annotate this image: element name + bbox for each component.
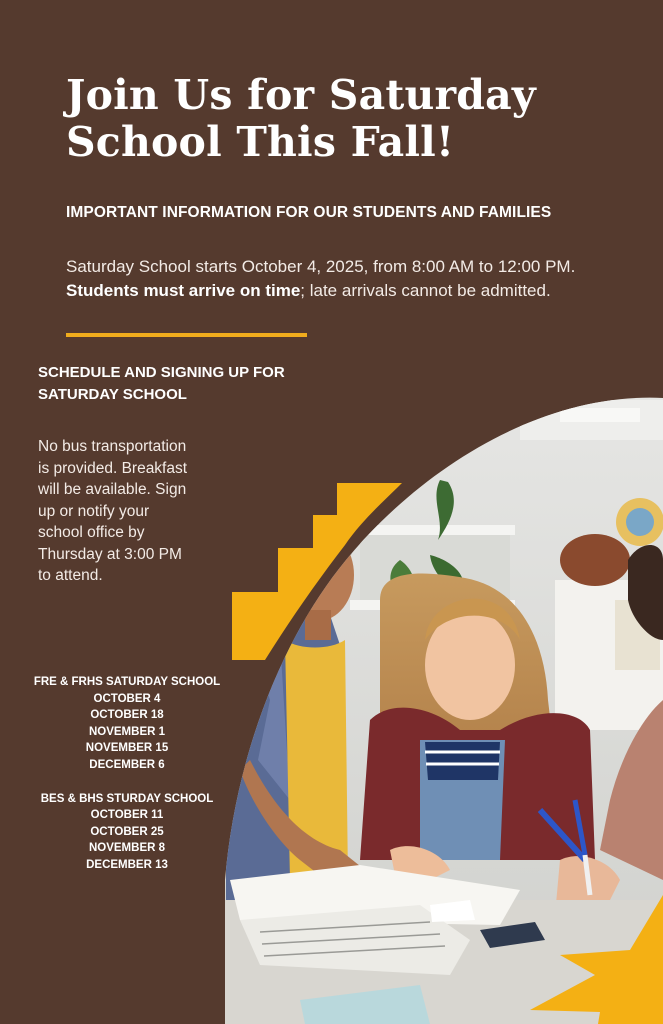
title-line-2: School This Fall! xyxy=(66,118,455,166)
date-item: OCTOBER 4 xyxy=(93,692,161,705)
date-item: OCTOBER 25 xyxy=(90,825,164,838)
date-item: NOVEMBER 8 xyxy=(88,842,166,855)
date-item: OCTOBER 11 xyxy=(90,809,164,822)
title-line-1: Join Us for Saturday xyxy=(66,71,536,119)
intro-bold-text: Students must arrive on time xyxy=(66,281,301,300)
important-info-heading: IMPORTANT INFORMATION FOR OUR STUDENTS AND FAMILIES xyxy=(66,204,552,221)
intro-text-1: Saturday School starts October 4, 2025, from 8:00 AM to 12:00 PM. xyxy=(66,257,576,276)
photo-scene xyxy=(200,380,663,1024)
schedule-body: No bus transportation is provided. Breakfast will be available. Sign up or notify your school office by Thursday at 3:00 PM to attend. xyxy=(38,438,188,584)
date-item: DECEMBER 13 xyxy=(86,858,168,871)
date-item: OCTOBER 18 xyxy=(90,709,164,722)
date-item: DECEMBER 6 xyxy=(89,758,165,771)
group-title: BES & BHS STURDAY SCHOOL xyxy=(40,792,214,805)
date-item: NOVEMBER 15 xyxy=(85,742,169,755)
date-item: NOVEMBER 1 xyxy=(88,725,166,738)
schedule-heading: SCHEDULE AND SIGNING UP FOR SATURDAY SCHOOL xyxy=(38,364,285,403)
intro-text-2: ; late arrivals cannot be admitted. xyxy=(300,281,551,300)
group-title: FRE & FRHS SATURDAY SCHOOL xyxy=(33,676,221,688)
